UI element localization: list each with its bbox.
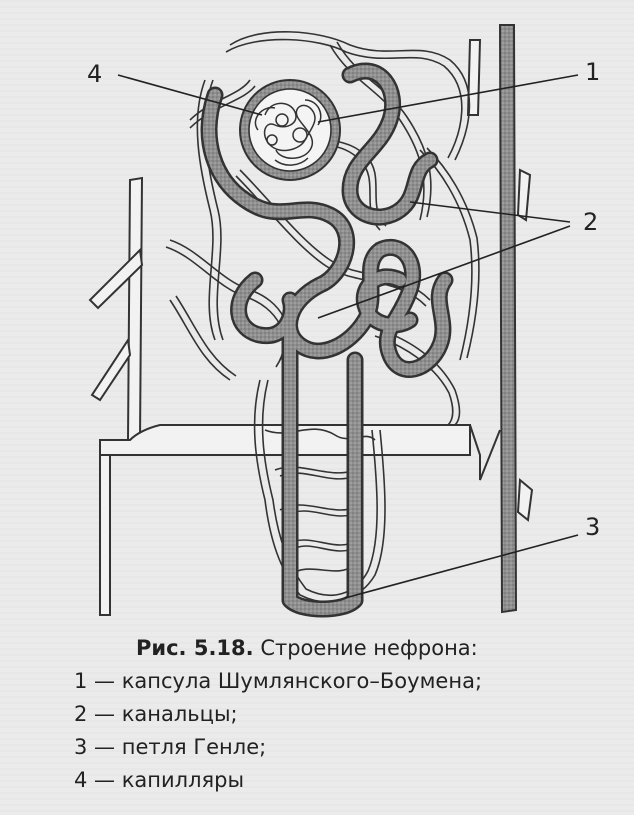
- legend-item-3: 3 — петля Генле;: [74, 735, 267, 759]
- caption-label: Рис. 5.18.: [136, 636, 254, 660]
- callout-line-2a: [410, 202, 570, 222]
- callout-3: 3: [585, 513, 601, 541]
- callout-line-1: [318, 75, 578, 122]
- callout-line-4: [118, 75, 262, 115]
- callout-1: 1: [585, 58, 601, 86]
- legend-item-1: 1 — капсула Шумлянского–Боумена;: [74, 669, 483, 693]
- callout-2: 2: [583, 208, 599, 236]
- figure-caption: [72, 632, 612, 797]
- legend-item-4: 4 — капилляры: [74, 768, 245, 792]
- callout-line-3: [345, 535, 578, 598]
- caption-heading: [72, 632, 612, 665]
- legend-item-2: 2 — канальцы;: [74, 702, 238, 726]
- caption-title: Строение нефрона:: [260, 636, 478, 660]
- callout-4: 4: [87, 60, 103, 88]
- bowman-capsule: [240, 80, 340, 180]
